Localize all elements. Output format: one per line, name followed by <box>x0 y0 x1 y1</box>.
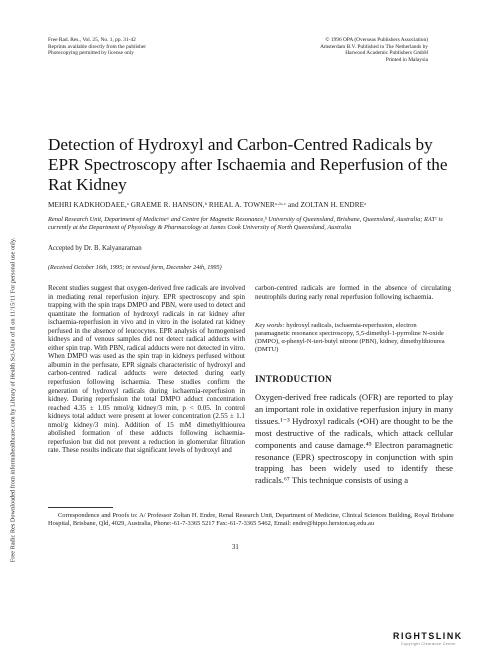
introduction-text: Oxygen-derived free radicals (OFR) are reported to play an important role in oxidative reperfusion injury in many tissues.¹⁻³ Hydroxyl radicals (•OH) are thought to be the most destructive of the radicals, which attack cellular components and cause damage.⁴⁵ Electron paramagnetic resonance (EPR) spectroscopy in conjunction with spin trapping has been widely used to identify these radicals.⁶⁷ This technique consists of using a <box>255 392 453 486</box>
rightslink-tagline: Copyright Clearance Center <box>401 642 456 646</box>
correspondence-footnote: Correspondence and Proofs to: A/ Professor Zoltan H. Endre, Renal Research Unit, Department of Medicine, Clinical Sciences Building, Royal Brisbane Hospital, Brisbane, Qld, 4029, Australia, Phone:-61-7-3365 5217 Fax:-61-7-3365 5462, Email: endre@hippo.herston.uq.edu.au <box>48 512 454 528</box>
publisher-line: Printed in Malaysia <box>385 56 428 63</box>
received-dates: (Received October 16th, 1995; in revised form, December 24th, 1995) <box>48 264 222 271</box>
download-watermark <box>0 150 26 650</box>
page-number: 31 <box>232 544 239 551</box>
keywords-label: Key words: <box>255 322 285 329</box>
rightslink-wordmark: RIGHTSLINK <box>393 631 463 641</box>
author-list: MEHRI KADKHODAEE,ᵃ GRAEME R. HANSON,ᵇ RHEAL A. TOWNERᵃ·ᵇ·ᶜ and ZOLTAN H. ENDREᵃ <box>48 201 367 209</box>
journal-citation <box>48 37 146 57</box>
publisher-line: Amsterdam B.V. Published in The Netherlands by <box>320 43 428 50</box>
author-affiliations: Renal Research Unit, Department of Medicineᵃ and Centre for Magnetic Resonance,ᵇ University of Queensland, Brisbane, Queensland, Australia; RATᶜ is currently at the Department of Physiology & Pharmacology at James Cook University of North Queensland, Australia <box>48 216 443 232</box>
abstract-text: Recent studies suggest that oxygen-derived free radicals are involved in mediating renal reperfusion injury. EPR spectroscopy and spin trapping with the spin traps DMPO and PBN, were used to detect and quantitate the formation of hydroxyl radicals in rat kidney after ischaemia-reperfusion in vivo and in vitro in the isolated rat kidney perfused in the absence of leucocytes. EPR analysis of homogenised kidneys and of venous samples did not detect radical adducts with either spin trap. With PBN, radical adducts were not detected in vitro. When DMPO was used as the spin trap in kidneys perfused without albumin in the perfusate, EPR signals characteristic of hydroxyl and carbon-centred radical adducts were detected during early reperfusion following ischaemia. These studies confirm the generation of hydroxyl radicals during ischaemia-reperfusion in kidney. During reperfusion the total DMPO adduct concentration reached 4.35 ± 1.05 nmol/g kidney/3 min, p < 0.05. In control kidneys total adduct were present at lower concentration (2.55 ± 1.1 nmol/g kidney/3 min). Addition of 15 mM dimethylthiourea abolished formation of these adducts following ischaemia-reperfusion but did not prevent a reduction in glomerular filtration rate. These results indicate that significant levels of hydroxyl and <box>48 284 245 455</box>
citation-line: Free Rad. Res., Vol. 25, No. 1, pp. 31-42 <box>48 37 136 43</box>
footnote-divider <box>48 507 113 508</box>
accepted-by: Accepted by Dr. B. Kalyanaraman <box>48 245 142 252</box>
citation-line: Photocopying permitted by license only <box>48 50 134 57</box>
keywords-list: hydroxyl radicals, ischaemia-reperfusion, electron paramagnetic resonance spectroscopy, 5,5-dimethyl-1-pyrroline N-oxide (DMPO), α-phenyl-N-tert-butyl nitrone (PBN), kidney, dimethylthiourea (DMTU) <box>255 322 445 353</box>
publisher-line: Harwood Academic Publishers GmbH <box>345 50 428 57</box>
publisher-line: © 1996 OPA (Overseas Publishers Association) <box>325 37 428 43</box>
introduction-heading: INTRODUCTION <box>255 374 333 384</box>
rightslink-logo[interactable] <box>393 631 471 651</box>
article-title: Detection of Hydroxyl and Carbon-Centred Radicals by EPR Spectroscopy after Ischaemia and Reperfusion of the Rat Kidney <box>48 135 448 194</box>
citation-line: Reprints available directly from the publisher <box>48 43 147 50</box>
abstract-continuation: carbon-centred radicals are formed in the absence of circulating neutrophils during early renal reperfusion following ischaemia. <box>255 284 451 301</box>
keywords-block <box>255 322 451 354</box>
download-watermark-text: Free Radic Res Downloaded from informahealthcare.com by Library of Health Sci-Univ of Il on 11/15/11 For personal use only. <box>9 237 17 563</box>
publisher-info <box>320 37 428 63</box>
